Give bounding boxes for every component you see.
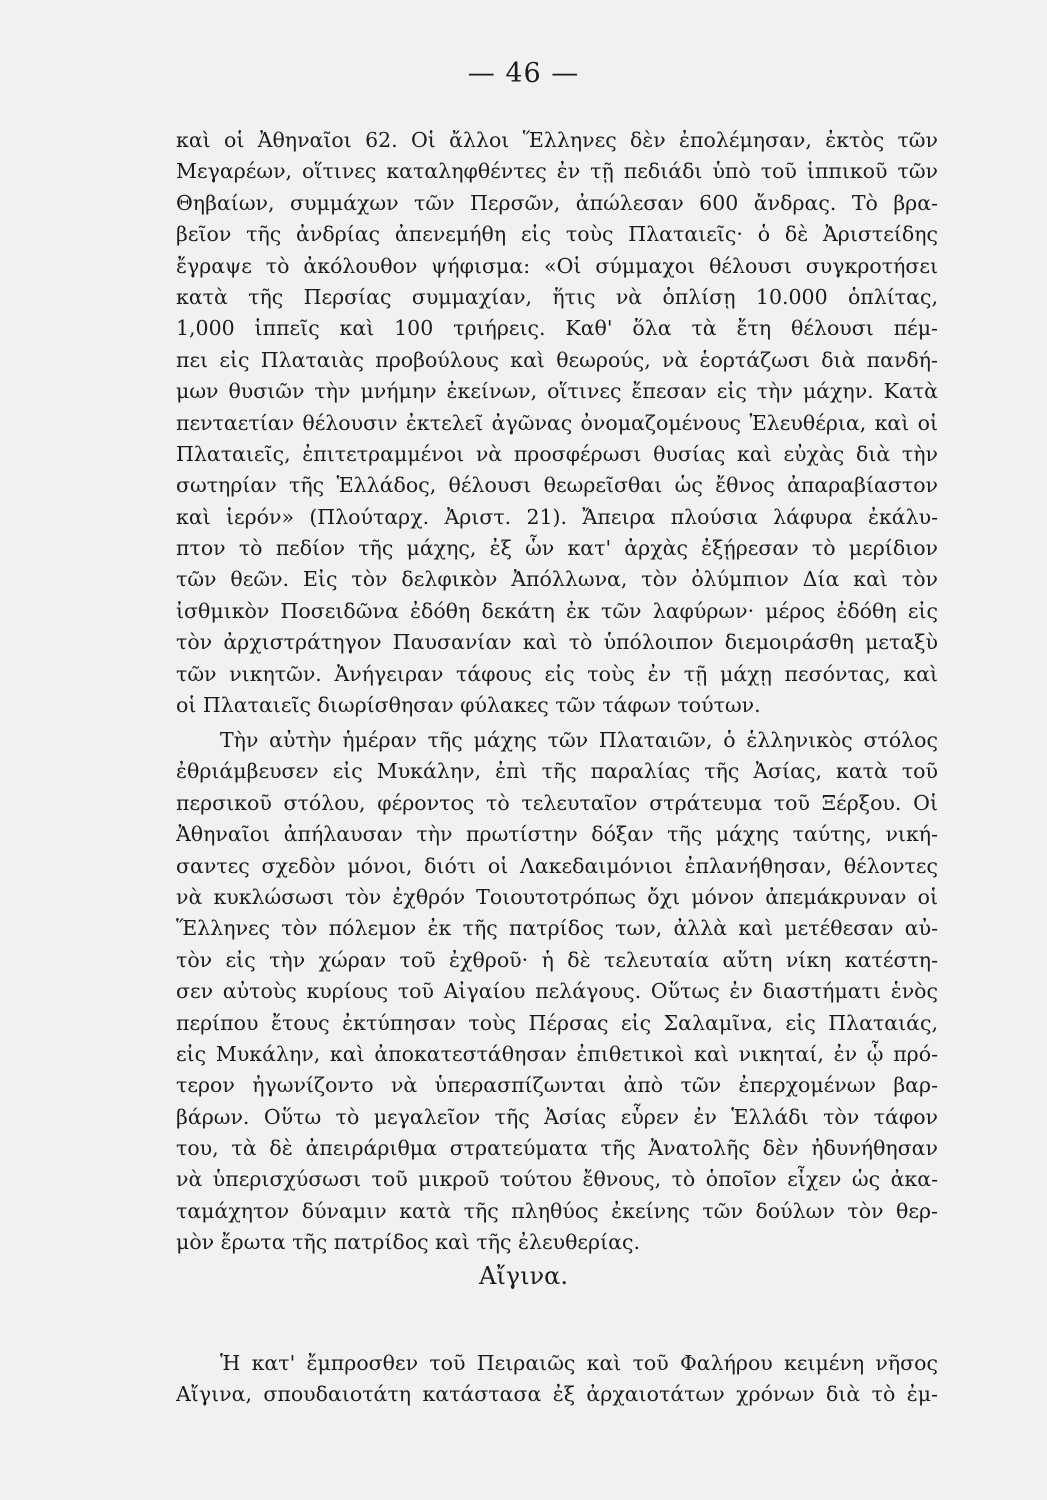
text-line: ταμάχητον δύναμιν κατὰ τῆς πληθύος ἐκείνης τῶν δούλων τὸν θερ- [176, 1198, 938, 1223]
text-line: Ἀθηναῖοι ἀπήλαυσαν τὴν πρωτίστην δόξαν τῆς μάχης ταύτης, νική- [176, 822, 938, 847]
text-line: τὸν ἀρχιστράτηγον Παυσανίαν καὶ τὸ ὑπόλοιπον διεμοιράσθη μεταξὺ [176, 630, 938, 655]
paragraph-plataea-aftermath [176, 125, 938, 721]
text-line: πει εἰς Πλαταιὰς προβούλους καὶ θεωρούς, νὰ ἑορτάζωσι διὰ πανδή- [176, 347, 938, 372]
text-line: σεν αὐτοὺς κυρίους τοῦ Αἰγαίου πελάγους. Οὕτως ἐν διαστήματι ἑνὸς [176, 979, 938, 1004]
text-line: βάρων. Οὕτω τὸ μεγαλεῖον τῆς Ἀσίας εὗρεν ἐν Ἑλλάδι τὸν τάφον [176, 1104, 938, 1129]
text-line: Πλαταιεῖς, ἐπιτετραμμένοι νὰ προσφέρωσι θυσίας καὶ εὐχὰς διὰ τὴν [176, 441, 938, 466]
text-line: κατὰ τῆς Περσίας συμμαχίαν, ἥτις νὰ ὁπλίσῃ 10.000 ὁπλίτας, [176, 284, 938, 309]
text-line: τῶν νικητῶν. Ἀνήγειραν τάφους εἰς τοὺς ἐν τῇ μάχῃ πεσόντας, καὶ [176, 661, 938, 686]
text-line: νὰ ὑπερισχύσωσι τοῦ μικροῦ τούτου ἔθνους, τὸ ὁποῖον εἶχεν ὡς ἀκα- [176, 1167, 938, 1192]
text-line: του, τὰ δὲ ἀπειράριθμα στρατεύματα τῆς Ἀνατολῆς δὲν ἠδυνήθησαν [176, 1136, 938, 1161]
text-line: τῶν θεῶν. Εἰς τὸν δελφικὸν Ἀπόλλωνα, τὸν ὀλύμπιον Δία καὶ τὸν [176, 567, 938, 592]
text-line: μὸν ἔρωτα τῆς πατρίδος καὶ τῆς ἐλευθερίας. [176, 1230, 640, 1255]
text-line: ἐθριάμβευσεν εἰς Μυκάλην, ἐπὶ τῆς παραλίας τῆς Ἀσίας, κατὰ τοῦ [176, 759, 938, 784]
text-line: Τὴν αὐτὴν ἡμέραν τῆς μάχης τῶν Πλαταιῶν, ὁ ἑλληνικὸς στόλος [220, 728, 938, 752]
text-line: 1,000 ἱππεῖς καὶ 100 τριήρεις. Καθ' ὅλα τὰ ἔτη θέλουσι πέμ- [176, 316, 938, 341]
text-line: ἔγραψε τὸ ἀκόλουθον ψήφισμα: «Οἱ σύμμαχοι θέλουσι συγκροτήσει [176, 253, 938, 278]
text-line: μων θυσιῶν τὴν μνήμην ἐκείνων, οἵτινες ἔπεσαν εἰς τὴν μάχην. Κατὰ [176, 379, 938, 404]
text-line: Αἴγινα, σπουδαιοτάτη κατάστασα ἐξ ἀρχαιοτάτων χρόνων διὰ τὸ ἐμ- [176, 1382, 938, 1407]
section-heading-aegina: Αἴγινα. [479, 1262, 568, 1290]
text-line: Ἡ κατ' ἔμπροσθεν τοῦ Πειραιῶς καὶ τοῦ Φαλήρου κειμένη νῆσος [220, 1351, 938, 1375]
text-line: Θηβαίων, συμμάχων τῶν Περσῶν, ἀπώλεσαν 600 ἄνδρας. Τὸ βρα- [176, 190, 938, 215]
text-line: καὶ ἱερόν» (Πλούταρχ. Ἀριστ. 21). Ἄπειρα πλούσια λάφυρα ἐκάλυ- [176, 504, 938, 529]
text-line: καὶ οἱ Ἀθηναῖοι 62. Οἱ ἄλλοι Ἕλληνες δὲν ἐπολέμησαν, ἐκτὸς τῶν [176, 128, 938, 152]
page-number: — 46 — [467, 58, 580, 89]
text-line: εἰς Μυκάλην, καὶ ἀποκατεστάθησαν ἐπιθετικοὶ καὶ νικηταί, ἐν ᾧ πρό- [176, 1041, 938, 1066]
paragraph-mycale [176, 725, 938, 1259]
text-line: οἱ Πλαταιεῖς διωρίσθησαν φύλακες τῶν τάφων τούτων. [176, 693, 761, 718]
text-line: σωτηρίαν τῆς Ἑλλάδος, θέλουσι θεωρεῖσθαι ὡς ἔθνος ἀπαραβίαστον [176, 473, 938, 498]
text-line: νὰ κυκλώσωσι τὸν ἐχθρόν Τοιουτοτρόπως ὄχι μόνον ἀπεμάκρυναν οἱ [176, 884, 938, 909]
text-line: πτον τὸ πεδίον τῆς μάχης, ἐξ ὧν κατ' ἀρχὰς ἐξῄρεσαν τὸ μερίδιον [176, 536, 938, 561]
text-line: βεῖον τῆς ἀνδρίας ἀπενεμήθη εἰς τοὺς Πλαταιεῖς· ὁ δὲ Ἀριστείδης [176, 222, 938, 247]
text-line: περίπου ἔτους ἐκτύπησαν τοὺς Πέρσας εἰς Σαλαμῖνα, εἰς Πλαταιάς, [176, 1010, 938, 1035]
text-line: σαντες σχεδὸν μόνοι, διότι οἱ Λακεδαιμόνιοι ἐπλανήθησαν, θέλοντες [176, 853, 938, 878]
text-line: Μεγαρέων, οἵτινες καταληφθέντες ἐν τῇ πεδιάδι ὑπὸ τοῦ ἱππικοῦ τῶν [176, 159, 938, 184]
text-line: ἰσθμικὸν Ποσειδῶνα ἐδόθη δεκάτη ἐκ τῶν λαφύρων· μέρος ἐδόθη εἰς [176, 598, 938, 623]
paragraph-aegina [176, 1348, 938, 1411]
text-line: τὸν εἰς τὴν χώραν τοῦ ἐχθροῦ· ἡ δὲ τελευταία αὕτη νίκη κατέστη- [176, 947, 938, 972]
text-line: περσικοῦ στόλου, φέροντος τὸ τελευταῖον στράτευμα τοῦ Ξέρξου. Οἱ [176, 790, 938, 815]
text-line: Ἕλληνες τὸν πόλεμον ἐκ τῆς πατρίδος των, ἀλλὰ καὶ μετέθεσαν αὐ- [176, 916, 938, 941]
text-line: πενταετίαν θέλουσιν ἐκτελεῖ ἀγῶνας ὀνομαζομένους Ἐλευθέρια, καὶ οἱ [176, 410, 938, 435]
text-line: τερον ἠγωνίζοντο νὰ ὑπερασπίζωνται ἀπὸ τῶν ἐπερχομένων βαρ- [176, 1073, 938, 1098]
